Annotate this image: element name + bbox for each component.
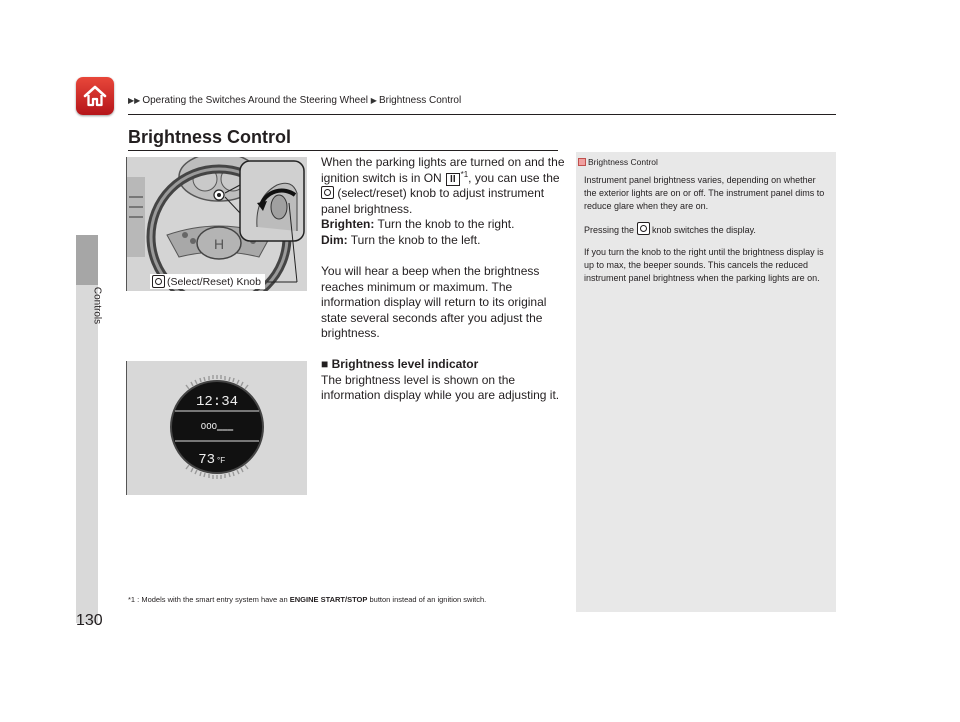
- brighten-label: Brighten:: [321, 217, 375, 231]
- home-button[interactable]: [76, 77, 114, 115]
- side-note-body: [584, 174, 829, 294]
- side-note-title-text: Brightness Control: [588, 157, 658, 167]
- note-paragraph: If you turn the knob to the right until the brightness display is up to max, the beeper sounds. This cancels the reduced instrument panel brightness when the parking lights are on.: [584, 247, 824, 283]
- indicator-section: [321, 357, 566, 404]
- indicator-text: The brightness level is shown on the information display while you are adjusting it.: [321, 372, 560, 402]
- indicator-heading: ■ Brightness level indicator: [321, 357, 479, 371]
- svg-text:H: H: [213, 236, 225, 252]
- title-divider: [128, 150, 558, 151]
- instructions-paragraph: [321, 155, 566, 248]
- breadcrumb-arrow-icon: ▶▶: [128, 96, 141, 105]
- page-number: 130: [76, 612, 103, 629]
- ignition-position-badge: II: [446, 173, 460, 186]
- display-clock: 12:34: [195, 394, 239, 410]
- home-icon: [82, 83, 108, 109]
- brightness-display-image: [127, 361, 307, 495]
- text-span: , you can use the: [468, 170, 560, 185]
- knob-caption: [150, 274, 265, 289]
- breadcrumb-arrow-icon: ▶: [370, 96, 377, 105]
- knob-caption-text: (Select/Reset) Knob: [167, 275, 261, 288]
- footnote-text: *1 : Models with the smart entry system have an: [128, 595, 290, 604]
- display-level-text: OOO‗‗‗: [200, 422, 234, 432]
- footnote-ref[interactable]: *1: [460, 169, 469, 179]
- page-title: Brightness Control: [128, 127, 292, 147]
- header-divider: [128, 114, 836, 115]
- steering-wheel-image: [127, 157, 307, 291]
- select-reset-knob-icon: [152, 275, 165, 288]
- display-temperature-unit: °F: [217, 456, 226, 465]
- footnote-text: button instead of an ignition switch.: [367, 595, 487, 604]
- display-temperature: 73: [198, 452, 215, 468]
- beep-paragraph: You will hear a beep when the brightness reaches minimum or maximum. The information display will return to its original state several seconds after you adjust the brightness.: [321, 264, 547, 340]
- dim-label: Dim:: [321, 232, 348, 247]
- dim-text: Turn the knob to the left.: [347, 232, 481, 247]
- note-paragraph: [584, 222, 829, 237]
- breadcrumb: [128, 95, 461, 106]
- text-span: When the parking lights are turned on and the ignition switch is in ON: [321, 155, 565, 185]
- brighten-text: Turn the knob to the right.: [374, 217, 515, 231]
- select-reset-knob-icon: [321, 186, 334, 199]
- note-marker-icon: [578, 158, 586, 166]
- select-reset-knob-icon: [637, 222, 650, 235]
- footnote: [128, 595, 486, 604]
- footnote-button-name: ENGINE START/STOP: [289, 595, 368, 604]
- breadcrumb-item[interactable]: Operating the Switches Around the Steering Wheel: [142, 95, 369, 106]
- text-span: (select/reset) knob to adjust instrument panel brightness.: [321, 186, 545, 216]
- text-span: knob switches the display.: [649, 225, 756, 235]
- note-paragraph: Instrument panel brightness varies, depending on whether the exterior lights are on or off. The instrument panel dims to reduce glare when they are on.: [584, 175, 825, 211]
- sidebar-label: Controls: [91, 286, 103, 325]
- steering-wheel-illustration: [126, 157, 307, 291]
- brightness-display-illustration: [126, 361, 307, 495]
- side-note-title: [578, 157, 658, 167]
- text-span: Pressing the: [584, 225, 637, 235]
- breadcrumb-item[interactable]: Brightness Control: [378, 95, 462, 106]
